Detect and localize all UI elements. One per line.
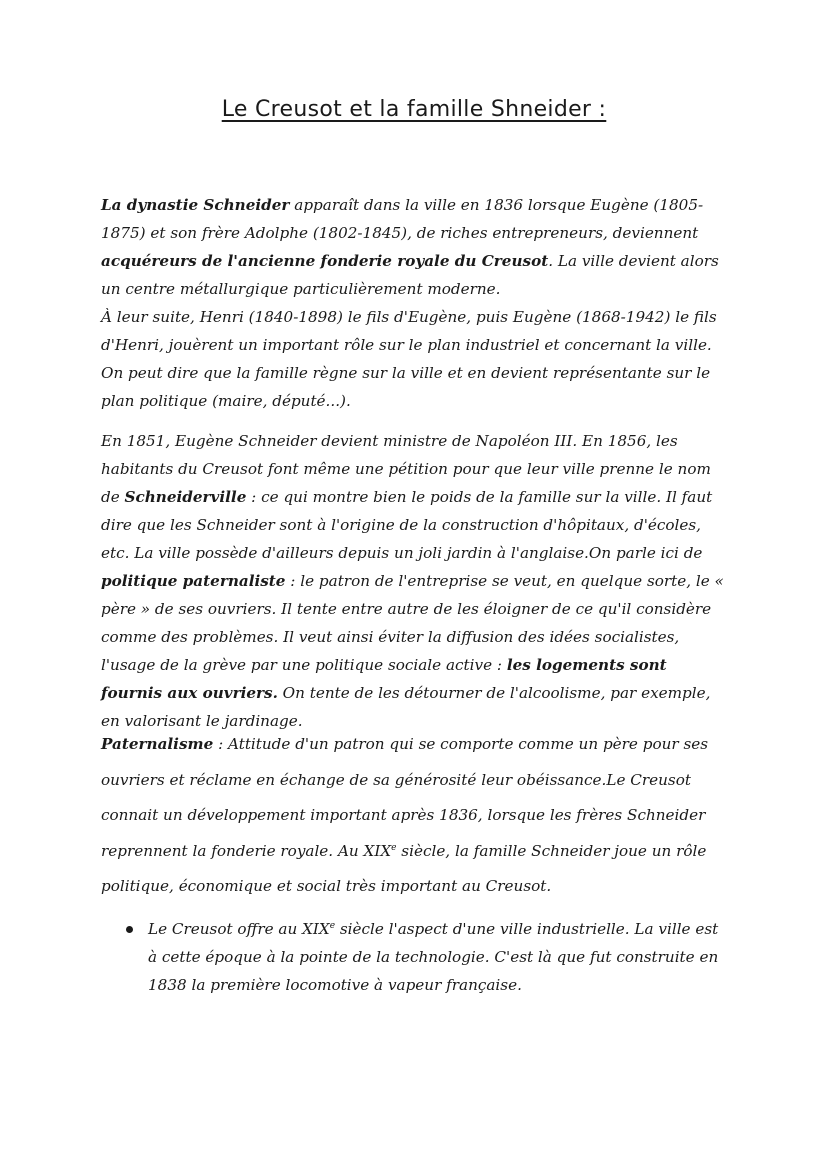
text-run: : le patron de l'entreprise se veut, en quelque sorte, le « père » de ses ouvriers. Il tente entre autre de les éloigner de ce qu'il considère comme des problèmes. Il veut ainsi éviter la diffusion des idées socialistes, l'usage de la grève par une politique sociale active : <box>101 572 724 674</box>
text-run: Le Creusot offre au XIX <box>148 920 330 938</box>
paragraph-paternalism-definition <box>101 727 731 905</box>
list-item <box>101 915 731 999</box>
text-run: En 1851, Eugène Schneider devient ministre de Napoléon III. En 1856, les habitants du Creusot font même une pétition pour que leur ville prenne le nom de <box>101 432 711 506</box>
page-title: Le Creusot et la famille Shneider : <box>221 97 607 122</box>
bullet-icon <box>126 926 133 933</box>
text-run: On tente de les détourner de l'alcoolisme, par exemple, en valorisant le jardinage. <box>101 684 711 730</box>
paragraph-text: À leur suite, Henri (1840-1898) le fils d'Eugène, puis Eugène (1868-1942) le fils d'Henri, jouèrent un important rôle sur le plan industriel et concernant la ville. On peut dire que la famille règne sur la ville et en devient représentante sur le plan politique (maire, député...). <box>101 308 717 410</box>
text-run: siècle, la famille Schneider joue un rôle politique, économique et social très important au Creusot. <box>101 841 707 895</box>
paragraph-text <box>101 191 731 303</box>
text-run: apparaît dans la ville en 1836 lorsque Eugène (1805-1875) et son frère Adolphe (1802-1845), de riches entrepreneurs, deviennent <box>101 196 704 242</box>
bold-phrase: les logements sont fournis aux ouvriers. <box>101 656 667 702</box>
text-run: : ce qui montre bien le poids de la famille sur la ville. Il faut dire que les Schneider sont à l'origine de la construction d'hôpitaux, d'écoles, etc. La ville possède d'ailleurs depuis un joli jardin à l'anglaise.On parle ici de <box>101 488 713 562</box>
paragraph-text <box>101 727 731 905</box>
bullet-list <box>101 915 731 999</box>
superscript: e <box>329 920 336 931</box>
text-run: . La ville devient alors un centre métallurgique particulièrement moderne. <box>101 252 719 298</box>
bold-phrase: Paternalisme <box>101 735 214 753</box>
text-run: siècle l'aspect d'une ville industrielle. La ville est à cette époque à la pointe de la technologie. C'est là que fut construite en 1838 la première locomotive à vapeur française. <box>148 920 719 994</box>
bold-phrase: politique paternaliste <box>101 572 286 590</box>
paragraph-text <box>101 427 731 735</box>
bold-phrase: Schneiderville <box>124 488 247 506</box>
bold-phrase: La dynastie Schneider <box>101 196 290 214</box>
paragraph-schneider-dynasty <box>101 191 731 415</box>
text-run: : Attitude d'un patron qui se comporte comme un père pour ses ouvriers et réclame en échange de sa générosité leur obéissance.Le Creusot connait un développement important après 1836, lorsque les frères Schneider reprennent la fonderie royale. Au XIX <box>101 735 709 860</box>
bold-phrase: acquéreurs de l'ancienne fonderie royale du Creusot <box>101 252 549 270</box>
paragraph-schneiderville <box>101 427 731 735</box>
superscript: e <box>391 842 397 853</box>
